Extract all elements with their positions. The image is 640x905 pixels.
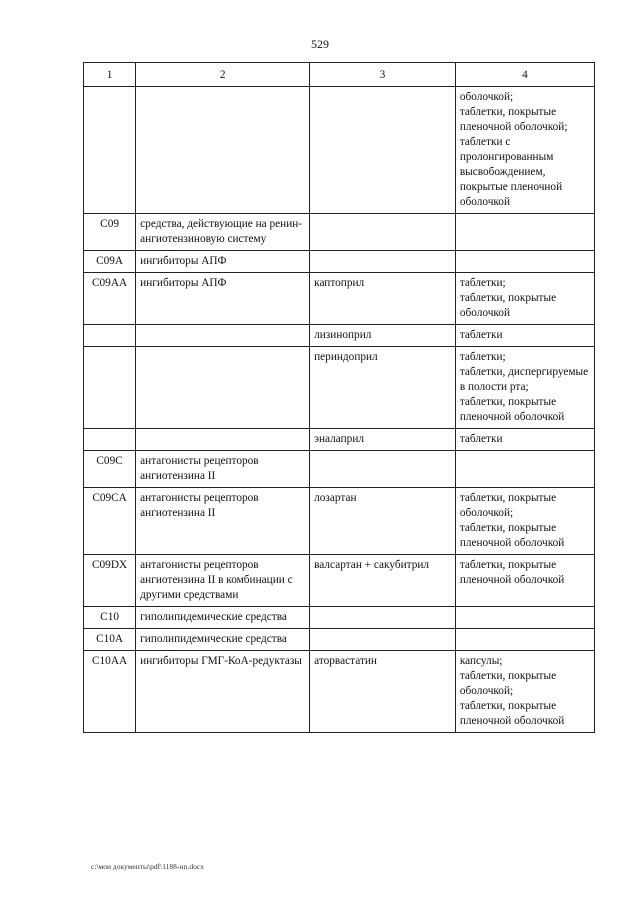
table-header xyxy=(84,63,595,87)
drug-name-cell: лизиноприл xyxy=(310,325,456,347)
drug-name-cell xyxy=(310,251,456,273)
atc-code-cell: C10 xyxy=(84,607,136,629)
header-col-1: 1 xyxy=(84,63,136,87)
drug-name-cell xyxy=(310,214,456,251)
header-col-3: 3 xyxy=(310,63,456,87)
file-path-footer: c:\мои документы\pdf\1188-нп.docx xyxy=(91,862,204,871)
anatomical-group-cell xyxy=(136,87,310,214)
atc-code-cell: C09A xyxy=(84,251,136,273)
atc-code-cell: C10A xyxy=(84,629,136,651)
anatomical-group-cell: гиполипидемические средства xyxy=(136,629,310,651)
atc-code-cell: C10AA xyxy=(84,651,136,733)
dosage-form-cell: оболочкой; таблетки, покрытые пленочной оболочкой; таблетки с пролонгированным высвобождением, покрытые пленочной оболочкой xyxy=(455,87,594,214)
dosage-form-cell xyxy=(455,214,594,251)
dosage-form-cell: таблетки xyxy=(455,325,594,347)
dosage-form-cell: таблетки, покрытые пленочной оболочкой xyxy=(455,555,594,607)
drug-name-cell xyxy=(310,87,456,214)
table-row xyxy=(84,488,595,555)
drug-name-cell xyxy=(310,451,456,488)
table-row xyxy=(84,629,595,651)
anatomical-group-cell xyxy=(136,429,310,451)
drug-name-cell xyxy=(310,607,456,629)
header-row xyxy=(84,63,595,87)
anatomical-group-cell xyxy=(136,325,310,347)
anatomical-group-cell: ингибиторы АПФ xyxy=(136,251,310,273)
dosage-form-cell xyxy=(455,451,594,488)
table-row xyxy=(84,429,595,451)
atc-code-cell: C09CA xyxy=(84,488,136,555)
dosage-form-cell: капсулы; таблетки, покрытые оболочкой; таблетки, покрытые пленочной оболочкой xyxy=(455,651,594,733)
table-row xyxy=(84,451,595,488)
page-number: 529 xyxy=(311,37,329,51)
header-col-2: 2 xyxy=(136,63,310,87)
atc-code-cell: C09 xyxy=(84,214,136,251)
anatomical-group-cell: ингибиторы ГМГ-КоА-редуктазы xyxy=(136,651,310,733)
drug-name-cell: валсартан + сакубитрил xyxy=(310,555,456,607)
atc-code-cell xyxy=(84,325,136,347)
dosage-form-cell xyxy=(455,629,594,651)
table-row xyxy=(84,273,595,325)
table-row xyxy=(84,214,595,251)
atc-code-cell xyxy=(84,347,136,429)
dosage-form-cell xyxy=(455,607,594,629)
table-row xyxy=(84,555,595,607)
atc-code-cell: C09C xyxy=(84,451,136,488)
dosage-form-cell: таблетки; таблетки, диспергируемые в полости рта; таблетки, покрытые пленочной оболочкой xyxy=(455,347,594,429)
anatomical-group-cell: средства, действующие на ренин-ангиотензиновую систему xyxy=(136,214,310,251)
atc-code-cell xyxy=(84,429,136,451)
table-row xyxy=(84,325,595,347)
atc-code-cell: C09AA xyxy=(84,273,136,325)
table-row xyxy=(84,347,595,429)
atc-code-cell xyxy=(84,87,136,214)
anatomical-group-cell xyxy=(136,347,310,429)
table-row xyxy=(84,651,595,733)
drug-name-cell: каптоприл xyxy=(310,273,456,325)
anatomical-group-cell: ингибиторы АПФ xyxy=(136,273,310,325)
drug-name-cell xyxy=(310,629,456,651)
anatomical-group-cell: антагонисты рецепторов ангиотензина II в комбинации с другими средствами xyxy=(136,555,310,607)
anatomical-group-cell: гиполипидемические средства xyxy=(136,607,310,629)
dosage-form-cell: таблетки; таблетки, покрытые оболочкой xyxy=(455,273,594,325)
drug-name-cell: периндоприл xyxy=(310,347,456,429)
drug-name-cell: аторвастатин xyxy=(310,651,456,733)
drug-name-cell: лозартан xyxy=(310,488,456,555)
anatomical-group-cell: антагонисты рецепторов ангиотензина II xyxy=(136,488,310,555)
header-col-4: 4 xyxy=(455,63,594,87)
table-row xyxy=(84,607,595,629)
atc-table xyxy=(83,62,595,733)
table-body xyxy=(84,87,595,733)
atc-code-cell: C09DX xyxy=(84,555,136,607)
dosage-form-cell: таблетки xyxy=(455,429,594,451)
table-row xyxy=(84,87,595,214)
drug-name-cell: эналаприл xyxy=(310,429,456,451)
table-row xyxy=(84,251,595,273)
dosage-form-cell xyxy=(455,251,594,273)
anatomical-group-cell: антагонисты рецепторов ангиотензина II xyxy=(136,451,310,488)
dosage-form-cell: таблетки, покрытые оболочкой; таблетки, покрытые пленочной оболочкой xyxy=(455,488,594,555)
